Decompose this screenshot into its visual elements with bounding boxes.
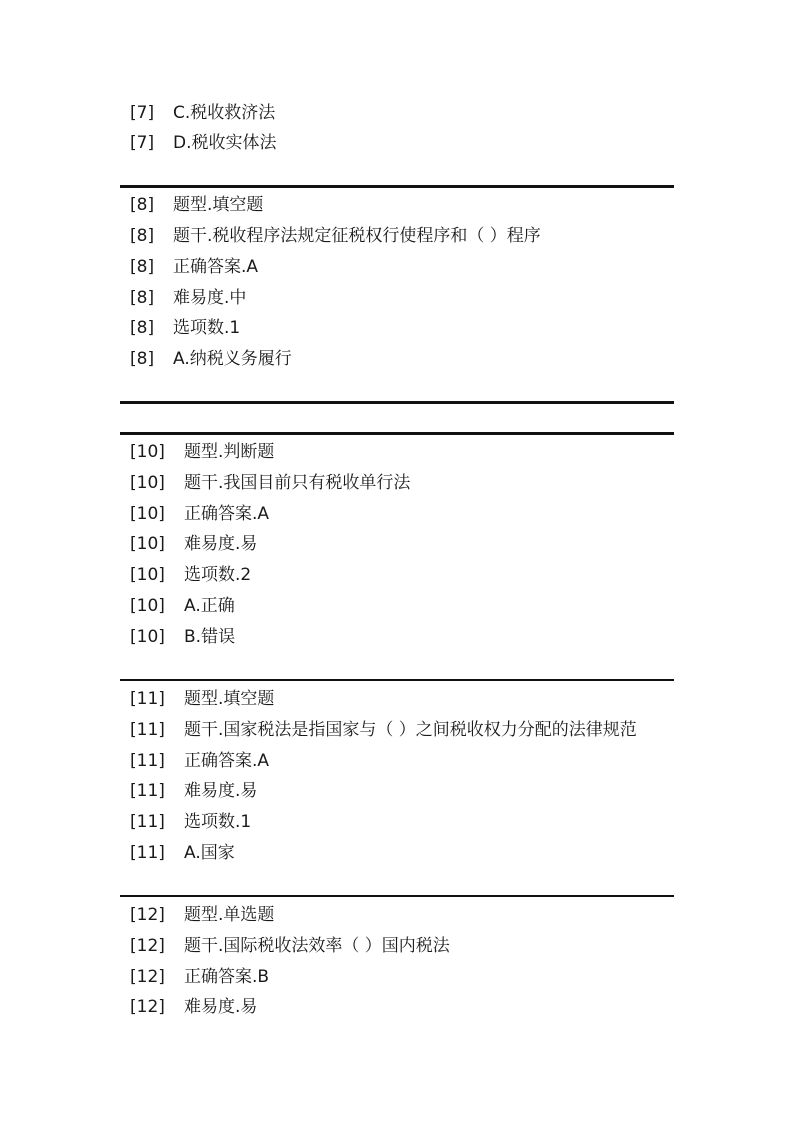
question-number: [7] [130,103,155,123]
q11-option-a [130,841,235,865]
q11-difficulty [130,779,257,803]
question-number: [11] [130,843,165,863]
question-number: [11] [130,751,165,771]
question-line-text: 选项数.2 [184,565,252,585]
question-line-text: 题型.填空题 [184,689,275,709]
question-number: [7] [130,133,155,153]
question-line-text: 难易度.易 [184,997,258,1017]
question-number: [8] [130,288,155,308]
question-line-text: 难易度.易 [184,534,258,554]
q8-type [130,193,263,217]
question-line-text: 题型.单选题 [184,905,275,925]
question-line-text: C.税收救济法 [173,103,276,123]
question-number: [10] [130,504,165,524]
section-divider [120,895,674,897]
question-line-text: A.国家 [184,843,235,863]
q8-stem [130,224,541,248]
question-number: [10] [130,596,165,616]
q10-stem [130,471,410,495]
q11-type [130,687,274,711]
question-number: [8] [130,226,155,246]
q8-answer [130,255,258,279]
section-divider [120,185,674,188]
question-number: [11] [130,781,165,801]
q7-option-d [130,131,277,155]
question-line-text: 选项数.1 [173,318,241,338]
q11-answer [130,749,269,773]
question-number: [8] [130,195,155,215]
question-number: [12] [130,905,165,925]
question-line-text: 题型.判断题 [184,442,275,462]
question-line-text: 题型.填空题 [173,195,264,215]
q8-option-a [130,347,292,371]
question-number: [10] [130,565,165,585]
question-line-text: 正确答案.A [184,751,270,771]
question-number: [12] [130,967,165,987]
q10-answer [130,502,269,526]
q12-answer [130,965,269,989]
question-number: [8] [130,257,155,277]
question-line-text: B.错误 [184,627,236,647]
q8-difficulty [130,286,246,310]
section-divider [120,401,674,404]
question-number: [8] [130,349,155,369]
question-number: [10] [130,442,165,462]
question-line-text: 难易度.易 [184,781,258,801]
question-line-text: 选项数.1 [184,812,252,832]
question-number: [12] [130,997,165,1017]
question-line-text: 难易度.中 [173,288,247,308]
question-line-text: 正确答案.B [184,967,270,987]
question-line-text: A.纳税义务履行 [173,349,292,369]
question-number: [10] [130,627,165,647]
question-number: [8] [130,318,155,338]
question-number: [10] [130,534,165,554]
q7-option-c [130,101,275,125]
section-divider [120,432,674,435]
question-line-text: 正确答案.A [184,504,270,524]
q11-option-count [130,810,251,834]
q12-stem [130,934,450,958]
question-line-text: D.税收实体法 [173,133,277,153]
question-number: [11] [130,812,165,832]
q8-option-count [130,316,240,340]
q10-option-b [130,625,235,649]
question-number: [11] [130,720,165,740]
q10-option-a [130,594,235,618]
section-divider [120,679,674,681]
question-line-text: 题干.我国目前只有税收单行法 [184,473,411,493]
question-line-text: A.正确 [184,596,235,616]
question-line-text: 题干.税收程序法规定征税权行使程序和（ ）程序 [173,226,541,246]
question-number: [11] [130,689,165,709]
q10-type [130,440,274,464]
question-line-text: 题干.国家税法是指国家与（ ）之间税收权力分配的法律规范 [184,720,637,740]
q12-difficulty [130,995,257,1019]
q11-stem [130,718,637,742]
question-line-text: 正确答案.A [173,257,259,277]
question-number: [12] [130,936,165,956]
q10-option-count [130,563,251,587]
question-number: [10] [130,473,165,493]
q12-type [130,903,274,927]
q10-difficulty [130,532,257,556]
question-line-text: 题干.国际税收法效率（ ）国内税法 [184,936,450,956]
